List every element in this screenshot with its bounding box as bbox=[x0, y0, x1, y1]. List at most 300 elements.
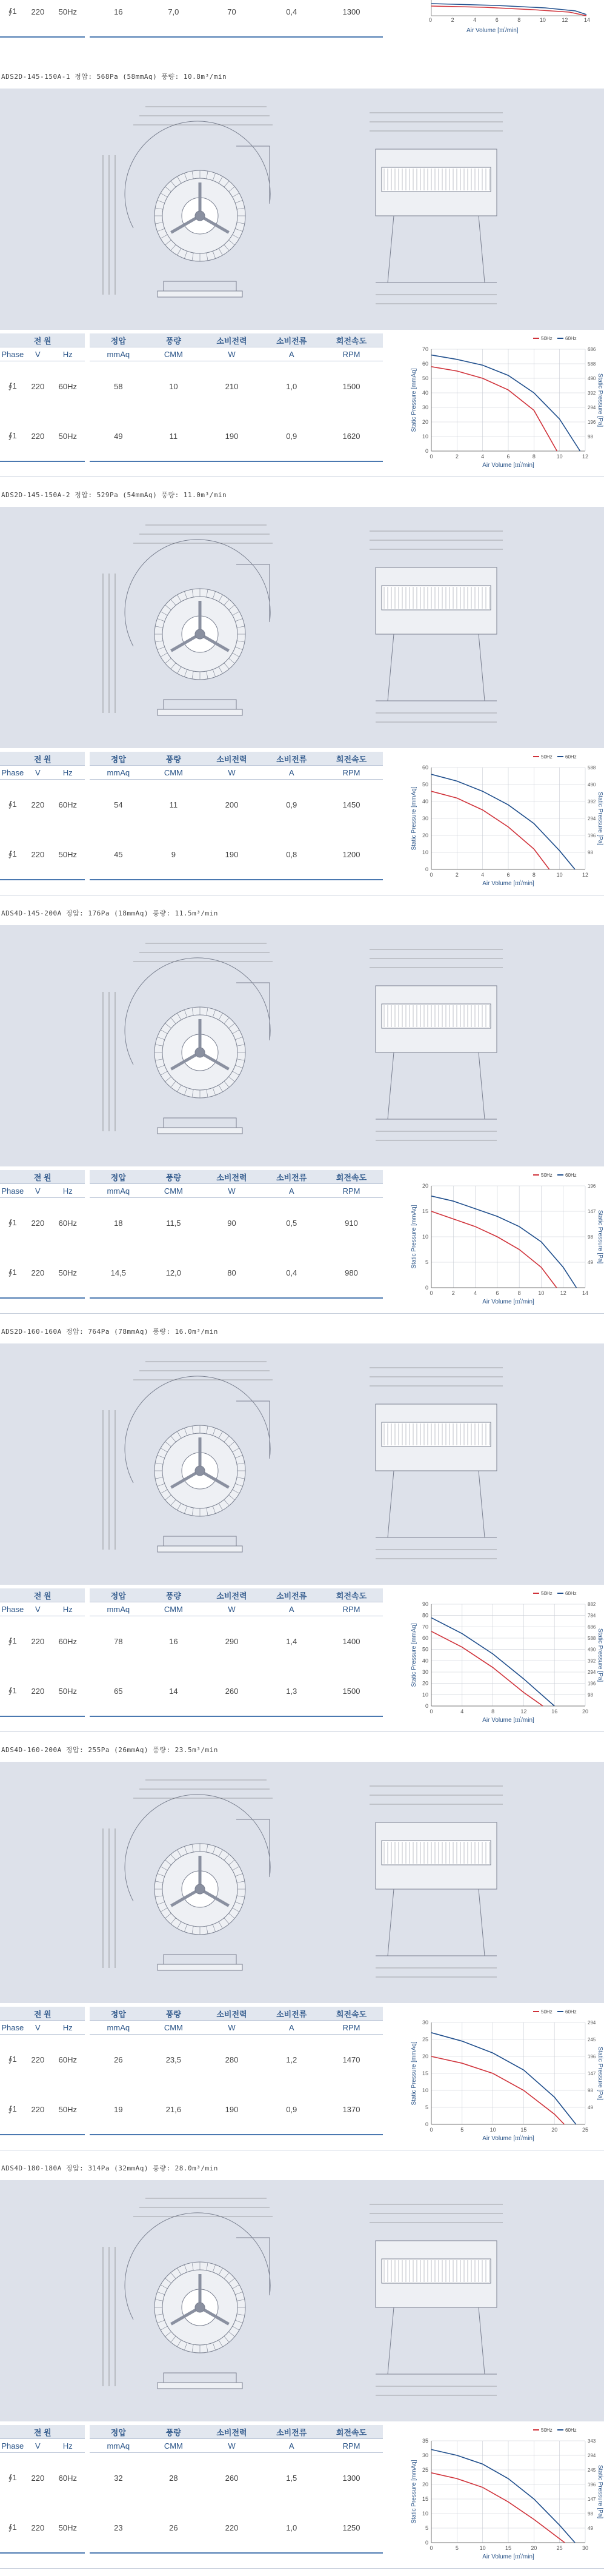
blower-side-view bbox=[376, 567, 497, 701]
mmaq-cell: 32 bbox=[87, 2453, 147, 2503]
x-axis-title: Air Volume [㎥/min] bbox=[482, 2135, 534, 2142]
mmaq-cell: 65 bbox=[87, 1666, 147, 1716]
header-rpm: RPM bbox=[320, 2439, 383, 2453]
rpm-cell: 1200 bbox=[320, 829, 383, 880]
header-mmaq: mmAq bbox=[87, 1602, 147, 1616]
y2-tick-label: 98 bbox=[588, 434, 593, 440]
phase-cell: ∮1 bbox=[0, 1248, 25, 1298]
header-pressure: 정압 bbox=[87, 1170, 147, 1184]
x-tick-label: 8 bbox=[517, 1290, 521, 1296]
y2-tick-label: 392 bbox=[588, 799, 596, 805]
chart-legend bbox=[533, 754, 577, 760]
performance-chart bbox=[408, 748, 602, 900]
spec-table bbox=[0, 2425, 383, 2554]
watt-cell: 220 bbox=[201, 2503, 264, 2553]
phase-cell: ∮1 bbox=[8, 381, 17, 390]
y-tick-label: 5 bbox=[425, 2525, 428, 2531]
legend-label-50hz: 50Hz bbox=[541, 2427, 553, 2433]
header-airflow: 풍량 bbox=[147, 333, 200, 347]
x-tick-label: 6 bbox=[495, 17, 499, 23]
spec-table bbox=[0, 2007, 383, 2135]
header-volt: V bbox=[25, 2021, 51, 2035]
table-row bbox=[0, 2084, 383, 2135]
amp-cell: 0,9 bbox=[263, 2084, 320, 2135]
hz-cell: 60Hz bbox=[58, 1218, 77, 1228]
header-speed: 회전속도 bbox=[320, 2425, 383, 2439]
x-axis-title: Air Volume [㎥/min] bbox=[482, 1299, 534, 1305]
legend-label-60hz: 60Hz bbox=[565, 1173, 577, 1178]
hz-cell: 60Hz bbox=[58, 381, 77, 391]
header-volt: V bbox=[25, 2439, 51, 2453]
technical-drawing bbox=[0, 925, 604, 1166]
y2-tick-label: 196 bbox=[588, 833, 596, 838]
watt-cell: 190 bbox=[201, 829, 264, 880]
fan-model-section bbox=[0, 67, 604, 479]
watt-cell: 90 bbox=[227, 1218, 236, 1228]
y2-axis-title: Static Pressure [Pa] bbox=[597, 2046, 603, 2101]
technical-drawing bbox=[0, 1343, 604, 1585]
header-mmaq: mmAq bbox=[87, 2021, 147, 2035]
x-tick-label: 0 bbox=[430, 1708, 433, 1715]
y2-axis-title: Static Pressure [Pa] bbox=[597, 791, 603, 846]
header-volt: V bbox=[25, 766, 51, 780]
blower-side-view bbox=[376, 149, 497, 283]
table-row bbox=[0, 2503, 383, 2553]
mmaq-cell: 45 bbox=[87, 829, 147, 880]
amp-cell: 1,2 bbox=[286, 2055, 297, 2064]
header-current: 소비전류 bbox=[263, 333, 320, 347]
x-tick-label: 2 bbox=[455, 453, 459, 460]
cmm-cell: 21,6 bbox=[147, 2084, 200, 2135]
cmm-cell: 11 bbox=[169, 800, 178, 809]
y-tick-label: 40 bbox=[422, 798, 428, 805]
technical-drawing bbox=[0, 2180, 604, 2421]
y-tick-label: 40 bbox=[422, 390, 428, 396]
watt-cell: 190 bbox=[201, 411, 264, 461]
x-tick-label: 8 bbox=[532, 872, 536, 878]
x-tick-label: 15 bbox=[505, 2545, 512, 2551]
x-tick-label: 5 bbox=[460, 2127, 464, 2133]
y-tick-label: 90 bbox=[422, 1601, 428, 1607]
x-tick-label: 0 bbox=[430, 1290, 433, 1296]
y-tick-label: 10 bbox=[422, 433, 428, 440]
blower-side-view bbox=[376, 1404, 497, 1537]
y-tick-label: 60 bbox=[422, 361, 428, 367]
header-pressure: 정압 bbox=[87, 2007, 147, 2021]
spec-table bbox=[0, 1588, 383, 1717]
x-tick-label: 12 bbox=[560, 1290, 566, 1296]
blower-front-view bbox=[125, 1795, 270, 1970]
table-row bbox=[0, 1666, 383, 1716]
x-tick-label: 0 bbox=[430, 2545, 433, 2551]
y2-tick-label: 784 bbox=[588, 1613, 596, 1619]
header-rpm: RPM bbox=[320, 2021, 383, 2035]
y-tick-label: 50 bbox=[422, 375, 428, 381]
rpm-cell: 1620 bbox=[320, 411, 383, 461]
voltage-cell: 220 bbox=[31, 381, 45, 391]
header-power-consumption: 소비전력 bbox=[201, 2007, 264, 2021]
header-phase: Phase bbox=[0, 1184, 25, 1198]
header-power: 전 원 bbox=[0, 2425, 87, 2439]
x-tick-label: 20 bbox=[551, 2127, 558, 2133]
phase-cell: ∮1 bbox=[0, 2503, 25, 2553]
cmm-cell: 11,5 bbox=[166, 1218, 181, 1228]
legend-label-50hz: 50Hz bbox=[541, 1173, 553, 1178]
header-hz: Hz bbox=[50, 1602, 87, 1616]
header-watt: W bbox=[201, 347, 264, 361]
y2-tick-label: 245 bbox=[588, 2467, 596, 2473]
rpm-cell: 1370 bbox=[320, 2084, 383, 2135]
x-tick-label: 15 bbox=[520, 2127, 527, 2133]
series-line-50hz bbox=[431, 791, 549, 869]
watt-cell: 70 bbox=[201, 0, 264, 37]
voltage-cell: 220 bbox=[25, 1248, 51, 1298]
y2-tick-label: 196 bbox=[588, 2054, 596, 2059]
x-tick-label: 4 bbox=[481, 453, 485, 460]
y-tick-label: 10 bbox=[422, 2511, 428, 2517]
x-tick-label: 20 bbox=[582, 1708, 589, 1715]
x-tick-label: 16 bbox=[551, 1708, 558, 1715]
header-amp: A bbox=[263, 766, 320, 780]
y-axis-title: Static Pressure [mmAq] bbox=[411, 1623, 417, 1687]
hz-cell: 50Hz bbox=[50, 2503, 87, 2553]
header-speed: 회전속도 bbox=[320, 2007, 383, 2021]
y-tick-label: 0 bbox=[425, 2540, 428, 2546]
watt-cell: 260 bbox=[201, 1666, 264, 1716]
blower-side-view bbox=[376, 986, 497, 1119]
y2-tick-label: 196 bbox=[588, 1183, 596, 1189]
y2-tick-label: 686 bbox=[588, 347, 596, 352]
header-hz: Hz bbox=[50, 2021, 87, 2035]
x-axis-title: Air Volume [㎥/min] bbox=[482, 2554, 534, 2560]
x-tick-label: 4 bbox=[474, 1290, 477, 1296]
section-divider bbox=[0, 1731, 604, 1732]
phase-cell: ∮1 bbox=[8, 800, 17, 809]
x-axis-title: Air Volume [㎥/min] bbox=[482, 880, 534, 887]
header-amp: A bbox=[263, 1184, 320, 1198]
y-tick-label: 10 bbox=[422, 1691, 428, 1698]
watt-cell: 200 bbox=[225, 800, 239, 809]
header-volt: V bbox=[25, 347, 51, 361]
performance-chart bbox=[408, 2421, 602, 2573]
header-watt: W bbox=[201, 2439, 264, 2453]
y2-tick-label: 49 bbox=[588, 2526, 593, 2531]
y2-tick-label: 294 bbox=[588, 1670, 596, 1675]
phase-cell: ∮1 bbox=[8, 2473, 17, 2482]
header-cmm: CMM bbox=[147, 2439, 200, 2453]
cmm-cell: 10 bbox=[169, 381, 178, 391]
legend-label-60hz: 60Hz bbox=[565, 1591, 577, 1596]
chart-container bbox=[408, 330, 602, 481]
header-volt: V bbox=[25, 1602, 51, 1616]
voltage-cell: 220 bbox=[25, 0, 51, 37]
cmm-cell: 26 bbox=[147, 2503, 200, 2553]
table-row bbox=[0, 1616, 383, 1667]
y-tick-label: 60 bbox=[422, 764, 428, 771]
y-axis-title: Static Pressure [mmAq] bbox=[411, 1205, 417, 1269]
header-power: 전 원 bbox=[0, 752, 87, 766]
watt-cell: 290 bbox=[225, 1636, 239, 1646]
y2-tick-label: 588 bbox=[588, 361, 596, 367]
header-amp: A bbox=[263, 2021, 320, 2035]
chart-legend bbox=[533, 2427, 577, 2433]
amp-cell: 0,4 bbox=[263, 1248, 320, 1298]
hz-cell: 60Hz bbox=[58, 2055, 77, 2064]
y2-tick-label: 490 bbox=[588, 782, 596, 788]
cmm-cell: 14 bbox=[147, 1666, 200, 1716]
top-partial-x-label: Air Volume [㎥/min] bbox=[466, 27, 519, 34]
phase-cell: ∮1 bbox=[8, 2055, 17, 2064]
chart-legend bbox=[533, 2009, 577, 2015]
header-power: 전 원 bbox=[0, 1170, 87, 1184]
voltage-cell: 220 bbox=[25, 829, 51, 880]
y-tick-label: 0 bbox=[425, 448, 428, 454]
cmm-cell: 23,5 bbox=[165, 2055, 182, 2064]
x-tick-label: 10 bbox=[556, 872, 563, 878]
header-power-consumption: 소비전력 bbox=[201, 752, 264, 766]
x-tick-label: 14 bbox=[584, 17, 591, 23]
header-rpm: RPM bbox=[320, 1602, 383, 1616]
voltage-cell: 220 bbox=[25, 2503, 51, 2553]
y2-tick-label: 392 bbox=[588, 1658, 596, 1664]
fan-model-section bbox=[0, 2158, 604, 2571]
y2-tick-label: 490 bbox=[588, 376, 596, 381]
y-tick-label: 20 bbox=[422, 1183, 428, 1189]
header-amp: A bbox=[263, 2439, 320, 2453]
spec-table bbox=[0, 752, 383, 880]
amp-cell: 0,9 bbox=[286, 800, 297, 809]
chart-legend bbox=[533, 1591, 577, 1596]
header-hz: Hz bbox=[50, 347, 87, 361]
y2-tick-label: 49 bbox=[588, 1260, 593, 1265]
technical-drawing bbox=[0, 1762, 604, 2003]
y-tick-label: 0 bbox=[425, 1703, 428, 1709]
phase-cell: ∮1 bbox=[0, 829, 25, 880]
rpm-cell: 1470 bbox=[342, 2055, 360, 2064]
x-tick-label: 10 bbox=[490, 2127, 496, 2133]
y2-axis-title: Static Pressure [Pa] bbox=[597, 373, 603, 427]
y-tick-label: 25 bbox=[422, 2036, 428, 2042]
y2-tick-label: 294 bbox=[588, 2020, 596, 2026]
chart-legend bbox=[533, 1173, 577, 1178]
blower-front-view bbox=[125, 121, 270, 297]
y-tick-label: 30 bbox=[422, 1669, 428, 1675]
x-tick-label: 12 bbox=[582, 453, 589, 460]
legend-label-50hz: 50Hz bbox=[541, 1591, 553, 1596]
x-tick-label: 25 bbox=[582, 2127, 589, 2133]
x-tick-label: 25 bbox=[556, 2545, 563, 2551]
header-pressure: 정압 bbox=[87, 2425, 147, 2439]
table-row bbox=[0, 1198, 383, 1248]
section-divider bbox=[0, 1313, 604, 1314]
x-tick-label: 12 bbox=[520, 1708, 527, 1715]
header-airflow: 풍량 bbox=[147, 752, 200, 766]
amp-cell: 0,8 bbox=[263, 829, 320, 880]
y2-axis-title: Static Pressure [Pa] bbox=[597, 1209, 603, 1264]
x-tick-label: 10 bbox=[538, 1290, 545, 1296]
series-line-60hz bbox=[431, 2449, 575, 2543]
header-airflow: 풍량 bbox=[147, 2425, 200, 2439]
watt-cell: 190 bbox=[201, 2084, 264, 2135]
header-current: 소비전류 bbox=[263, 2425, 320, 2439]
phase-cell: ∮1 bbox=[8, 1218, 17, 1227]
spec-table bbox=[0, 1170, 383, 1299]
x-tick-label: 8 bbox=[517, 17, 521, 23]
section-divider bbox=[0, 2568, 604, 2569]
x-tick-label: 10 bbox=[479, 2545, 486, 2551]
header-current: 소비전류 bbox=[263, 752, 320, 766]
y-axis-title: Static Pressure [mmAq] bbox=[411, 2041, 417, 2106]
header-volt: V bbox=[25, 1184, 51, 1198]
blower-front-view bbox=[125, 540, 270, 715]
y-tick-label: 10 bbox=[422, 2087, 428, 2093]
hz-cell: 50Hz bbox=[50, 829, 87, 880]
blower-front-view bbox=[125, 958, 270, 1134]
header-hz: Hz bbox=[50, 1184, 87, 1198]
top-partial-x-ticks bbox=[429, 17, 591, 24]
header-speed: 회전속도 bbox=[320, 1170, 383, 1184]
rpm-cell: 980 bbox=[320, 1248, 383, 1298]
mmaq-cell: 19 bbox=[87, 2084, 147, 2135]
header-watt: W bbox=[201, 2021, 264, 2035]
performance-chart bbox=[408, 330, 602, 481]
y2-tick-label: 882 bbox=[588, 1602, 596, 1607]
rpm-cell: 910 bbox=[345, 1218, 358, 1228]
x-tick-label: 2 bbox=[451, 17, 454, 23]
rpm-cell: 1450 bbox=[342, 800, 360, 809]
amp-cell: 1,5 bbox=[286, 2473, 297, 2483]
header-phase: Phase bbox=[0, 2439, 25, 2453]
y2-tick-label: 98 bbox=[588, 1692, 593, 1698]
rpm-cell: 1300 bbox=[342, 2473, 360, 2483]
x-tick-label: 0 bbox=[430, 2127, 433, 2133]
y-tick-label: 15 bbox=[422, 1208, 428, 1214]
header-mmaq: mmAq bbox=[87, 1184, 147, 1198]
fan-model-section bbox=[0, 1740, 604, 2152]
blower-side-view bbox=[376, 1822, 497, 1956]
technical-drawing bbox=[0, 89, 604, 330]
legend-label-50hz: 50Hz bbox=[541, 754, 553, 760]
table-row bbox=[0, 361, 383, 412]
voltage-cell: 220 bbox=[31, 800, 45, 809]
y2-tick-label: 588 bbox=[588, 1636, 596, 1641]
y2-tick-label: 588 bbox=[588, 765, 596, 771]
y2-tick-label: 294 bbox=[588, 2453, 596, 2458]
blower-side-view bbox=[376, 2241, 497, 2374]
x-tick-label: 12 bbox=[562, 17, 568, 23]
rpm-cell: 1500 bbox=[320, 1666, 383, 1716]
technical-drawing bbox=[0, 507, 604, 748]
cmm-cell: 28 bbox=[169, 2473, 178, 2483]
performance-chart bbox=[408, 2003, 602, 2155]
header-power-consumption: 소비전력 bbox=[201, 1170, 264, 1184]
y-tick-label: 60 bbox=[422, 1635, 428, 1641]
y-tick-label: 10 bbox=[422, 1234, 428, 1240]
amp-cell: 0,4 bbox=[263, 0, 320, 37]
cmm-cell: 16 bbox=[169, 1636, 178, 1646]
y-axis-title: Static Pressure [mmAq] bbox=[411, 786, 417, 851]
cmm-cell: 11 bbox=[147, 411, 200, 461]
x-tick-label: 0 bbox=[430, 453, 433, 460]
legend-label-60hz: 60Hz bbox=[565, 2009, 577, 2015]
legend-label-50hz: 50Hz bbox=[541, 2009, 553, 2015]
y2-tick-label: 147 bbox=[588, 2497, 596, 2502]
model-title: ADS4D-160-200A 정압: 255Pa (26mmAq) 풍량: 23.5m³/min bbox=[1, 1746, 218, 1754]
chart-legend bbox=[533, 336, 577, 341]
x-tick-label: 8 bbox=[532, 453, 536, 460]
y-tick-label: 70 bbox=[422, 1624, 428, 1630]
y2-tick-label: 196 bbox=[588, 420, 596, 425]
voltage-cell: 220 bbox=[31, 1218, 45, 1228]
y2-tick-label: 343 bbox=[588, 2438, 596, 2444]
header-pressure: 정압 bbox=[87, 752, 147, 766]
mmaq-cell: 18 bbox=[87, 1198, 147, 1248]
amp-cell: 1,3 bbox=[263, 1666, 320, 1716]
fan-model-section bbox=[0, 485, 604, 897]
spec-table bbox=[0, 333, 383, 462]
header-cmm: CMM bbox=[147, 1184, 200, 1198]
hz-cell: 50Hz bbox=[50, 1666, 87, 1716]
amp-cell: 1,0 bbox=[286, 381, 297, 391]
mmaq-cell: 16 bbox=[87, 0, 147, 37]
y-tick-label: 50 bbox=[422, 781, 428, 788]
header-watt: W bbox=[201, 1602, 264, 1616]
hz-cell: 50Hz bbox=[50, 1248, 87, 1298]
y-tick-label: 30 bbox=[422, 2019, 428, 2026]
table-row bbox=[0, 1248, 383, 1298]
header-watt: W bbox=[201, 766, 264, 780]
fan-model-section bbox=[0, 903, 604, 1316]
series-line-50hz bbox=[431, 1211, 557, 1288]
x-tick-label: 6 bbox=[506, 872, 510, 878]
legend-label-60hz: 60Hz bbox=[565, 2427, 577, 2433]
header-phase: Phase bbox=[0, 766, 25, 780]
header-current: 소비전류 bbox=[263, 1588, 320, 1602]
series-line-50hz bbox=[431, 367, 557, 451]
y-tick-label: 30 bbox=[422, 815, 428, 821]
y2-tick-label: 490 bbox=[588, 1647, 596, 1653]
header-phase: Phase bbox=[0, 1602, 25, 1616]
header-mmaq: mmAq bbox=[87, 766, 147, 780]
model-title: ADS2D-160-160A 정압: 764Pa (78mmAq) 풍량: 16.0m³/min bbox=[1, 1328, 218, 1336]
header-power-consumption: 소비전력 bbox=[201, 2425, 264, 2439]
rpm-cell: 1400 bbox=[342, 1636, 360, 1646]
mmaq-cell: 49 bbox=[87, 411, 147, 461]
model-title: ADS4D-180-180A 정압: 314Pa (32mmAq) 풍량: 28.0m³/min bbox=[1, 2164, 218, 2172]
y-tick-label: 0 bbox=[425, 2121, 428, 2127]
voltage-cell: 220 bbox=[25, 2084, 51, 2135]
model-title: ADS2D-145-150A-2 정압: 529Pa (54mmAq) 풍량: 11.0m³/min bbox=[1, 491, 227, 499]
x-tick-label: 5 bbox=[455, 2545, 459, 2551]
y2-tick-label: 196 bbox=[588, 2482, 596, 2487]
x-tick-label: 4 bbox=[460, 1708, 464, 1715]
legend-label-60hz: 60Hz bbox=[565, 336, 577, 341]
performance-chart bbox=[408, 1585, 602, 1736]
y-axis-title: Static Pressure [mmAq] bbox=[411, 368, 417, 432]
header-power: 전 원 bbox=[0, 1588, 87, 1602]
x-tick-label: 6 bbox=[506, 453, 510, 460]
mmaq-cell: 54 bbox=[87, 780, 147, 830]
header-speed: 회전속도 bbox=[320, 1588, 383, 1602]
header-power-consumption: 소비전력 bbox=[201, 333, 264, 347]
header-airflow: 풍량 bbox=[147, 1588, 200, 1602]
rpm-cell: 1500 bbox=[342, 381, 360, 391]
y2-tick-label: 147 bbox=[588, 2071, 596, 2076]
y2-axis-title: Static Pressure [Pa] bbox=[597, 1628, 603, 1682]
header-cmm: CMM bbox=[147, 766, 200, 780]
header-speed: 회전속도 bbox=[320, 752, 383, 766]
hz-cell: 50Hz bbox=[50, 2084, 87, 2135]
